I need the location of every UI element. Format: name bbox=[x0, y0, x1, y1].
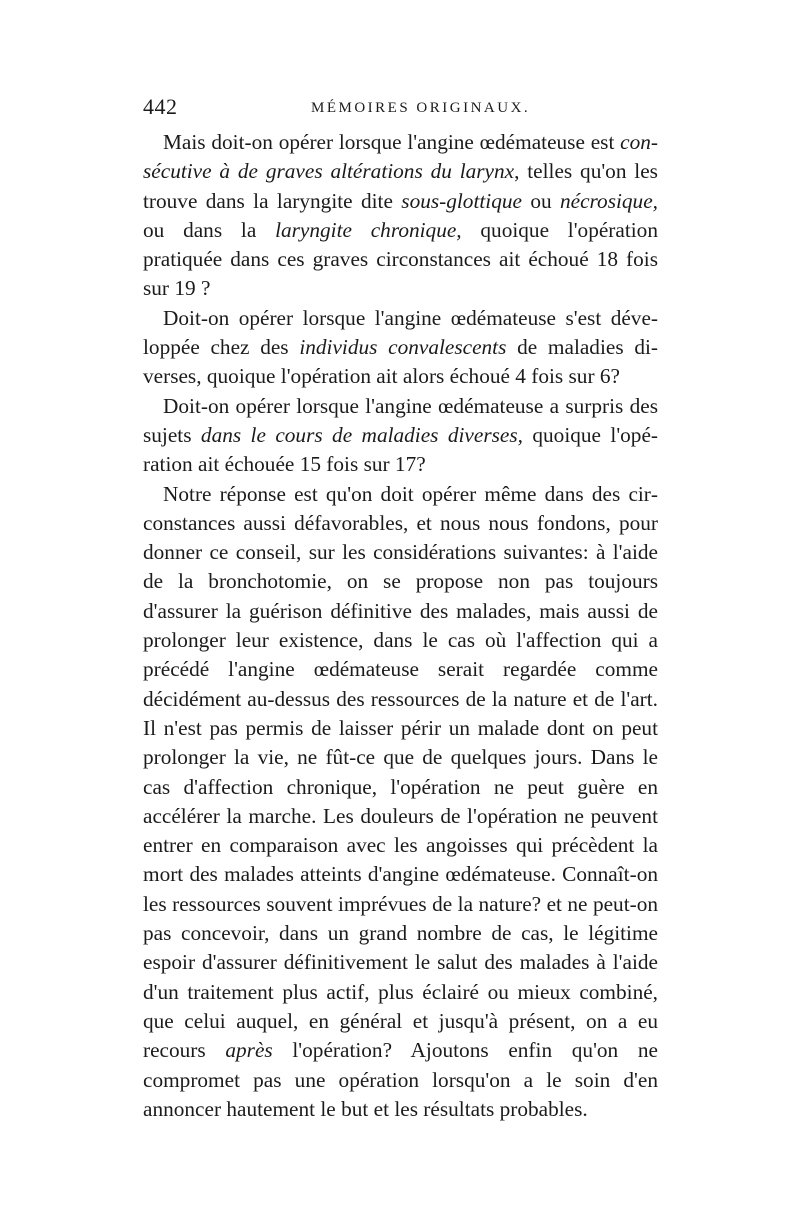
text-run: ou bbox=[521, 188, 560, 213]
paragraph-3 bbox=[143, 392, 658, 480]
italic-text-run: dans le cours de maladies diverses, bbox=[200, 422, 523, 447]
paragraph-4 bbox=[143, 480, 658, 1125]
page-number: 442 bbox=[143, 94, 178, 119]
text-run: l'opération? Ajoutons enfin qu'on ne compromet pas une opération lorsqu'on a le soin d'en annoncer hautement le but et les résultats probables. bbox=[143, 1038, 659, 1121]
running-title: MÉMOIRES ORIGINAUX. bbox=[311, 100, 531, 116]
text-run: ou dans la bbox=[143, 217, 276, 242]
page-header bbox=[143, 94, 663, 124]
page-body bbox=[143, 128, 658, 1124]
text-run: , telles qu'on les trouve dans la laryngite dite bbox=[143, 159, 658, 213]
text-run: Doit-on opérer lorsque l'angine œdémateuse a surpris des sujets bbox=[143, 393, 658, 447]
text-run: Notre réponse est qu'on doit opérer même dans des circonstances aussi défavorables, et nous nous fondons, pour donner ce conseil, sur les considérations suivantes: à l'aide de la bronchotomie, on se propose non pas toujours d'assurer la guérison définitive des malades, mais aussi de prolonger leur existence, dans le cas où l'affection qui a précédé l'angine œdémateuse serait regardée comme décidément au-dessus des ressources de la nature et de l'art. Il n'est pas permis de laisser périr un malade dont on peut prolonger la vie, ne fût-ce que de quelques jours. Dans le cas d'affection chronique, l'opération ne peut guère en accélérer la marche. Les douleurs de l'opération ne peuvent entrer en comparaison avec les angoisses qui précèdent la mort des malades atteints d'angine œdémateuse. Connaît-on les ressources souvent imprévues de la nature? et ne peut-on pas concevoir, dans un grand nombre de cas, le légitime espoir d'assurer définitivement le salut des malades à l'aide d'un traitement plus actif, plus éclairé ou mieux combiné, que celui auquel, en général et jusqu'à présent, on a eu recours bbox=[143, 481, 658, 1063]
paragraph-2 bbox=[143, 304, 658, 392]
italic-text-run: nécrosique, bbox=[560, 188, 658, 213]
text-run: de maladies diverses, quoique l'opération ait alors échoué 4 fois sur 6? bbox=[143, 335, 658, 389]
italic-text-run: consécutive à de graves altérations du larynx bbox=[143, 130, 658, 184]
text-run: Mais doit-on opérer lorsque l'angine œdémateuse est bbox=[163, 130, 621, 154]
paragraph-1 bbox=[143, 128, 658, 304]
italic-text-run: laryngite chronique, bbox=[275, 217, 462, 242]
italic-text-run: après bbox=[225, 1038, 273, 1063]
text-run: quoique l'opération pratiquée dans ces graves circonstances ait échoué 18 fois sur 19 ? bbox=[143, 217, 658, 301]
italic-text-run: sous-glottique bbox=[401, 188, 522, 213]
text-run: quoique l'opération ait échouée 15 fois sur 17? bbox=[143, 422, 658, 477]
text-run: Doit-on opérer lorsque l'angine œdémateuse s'est développée chez des bbox=[143, 305, 658, 360]
italic-text-run: individus convalescents bbox=[299, 335, 507, 360]
